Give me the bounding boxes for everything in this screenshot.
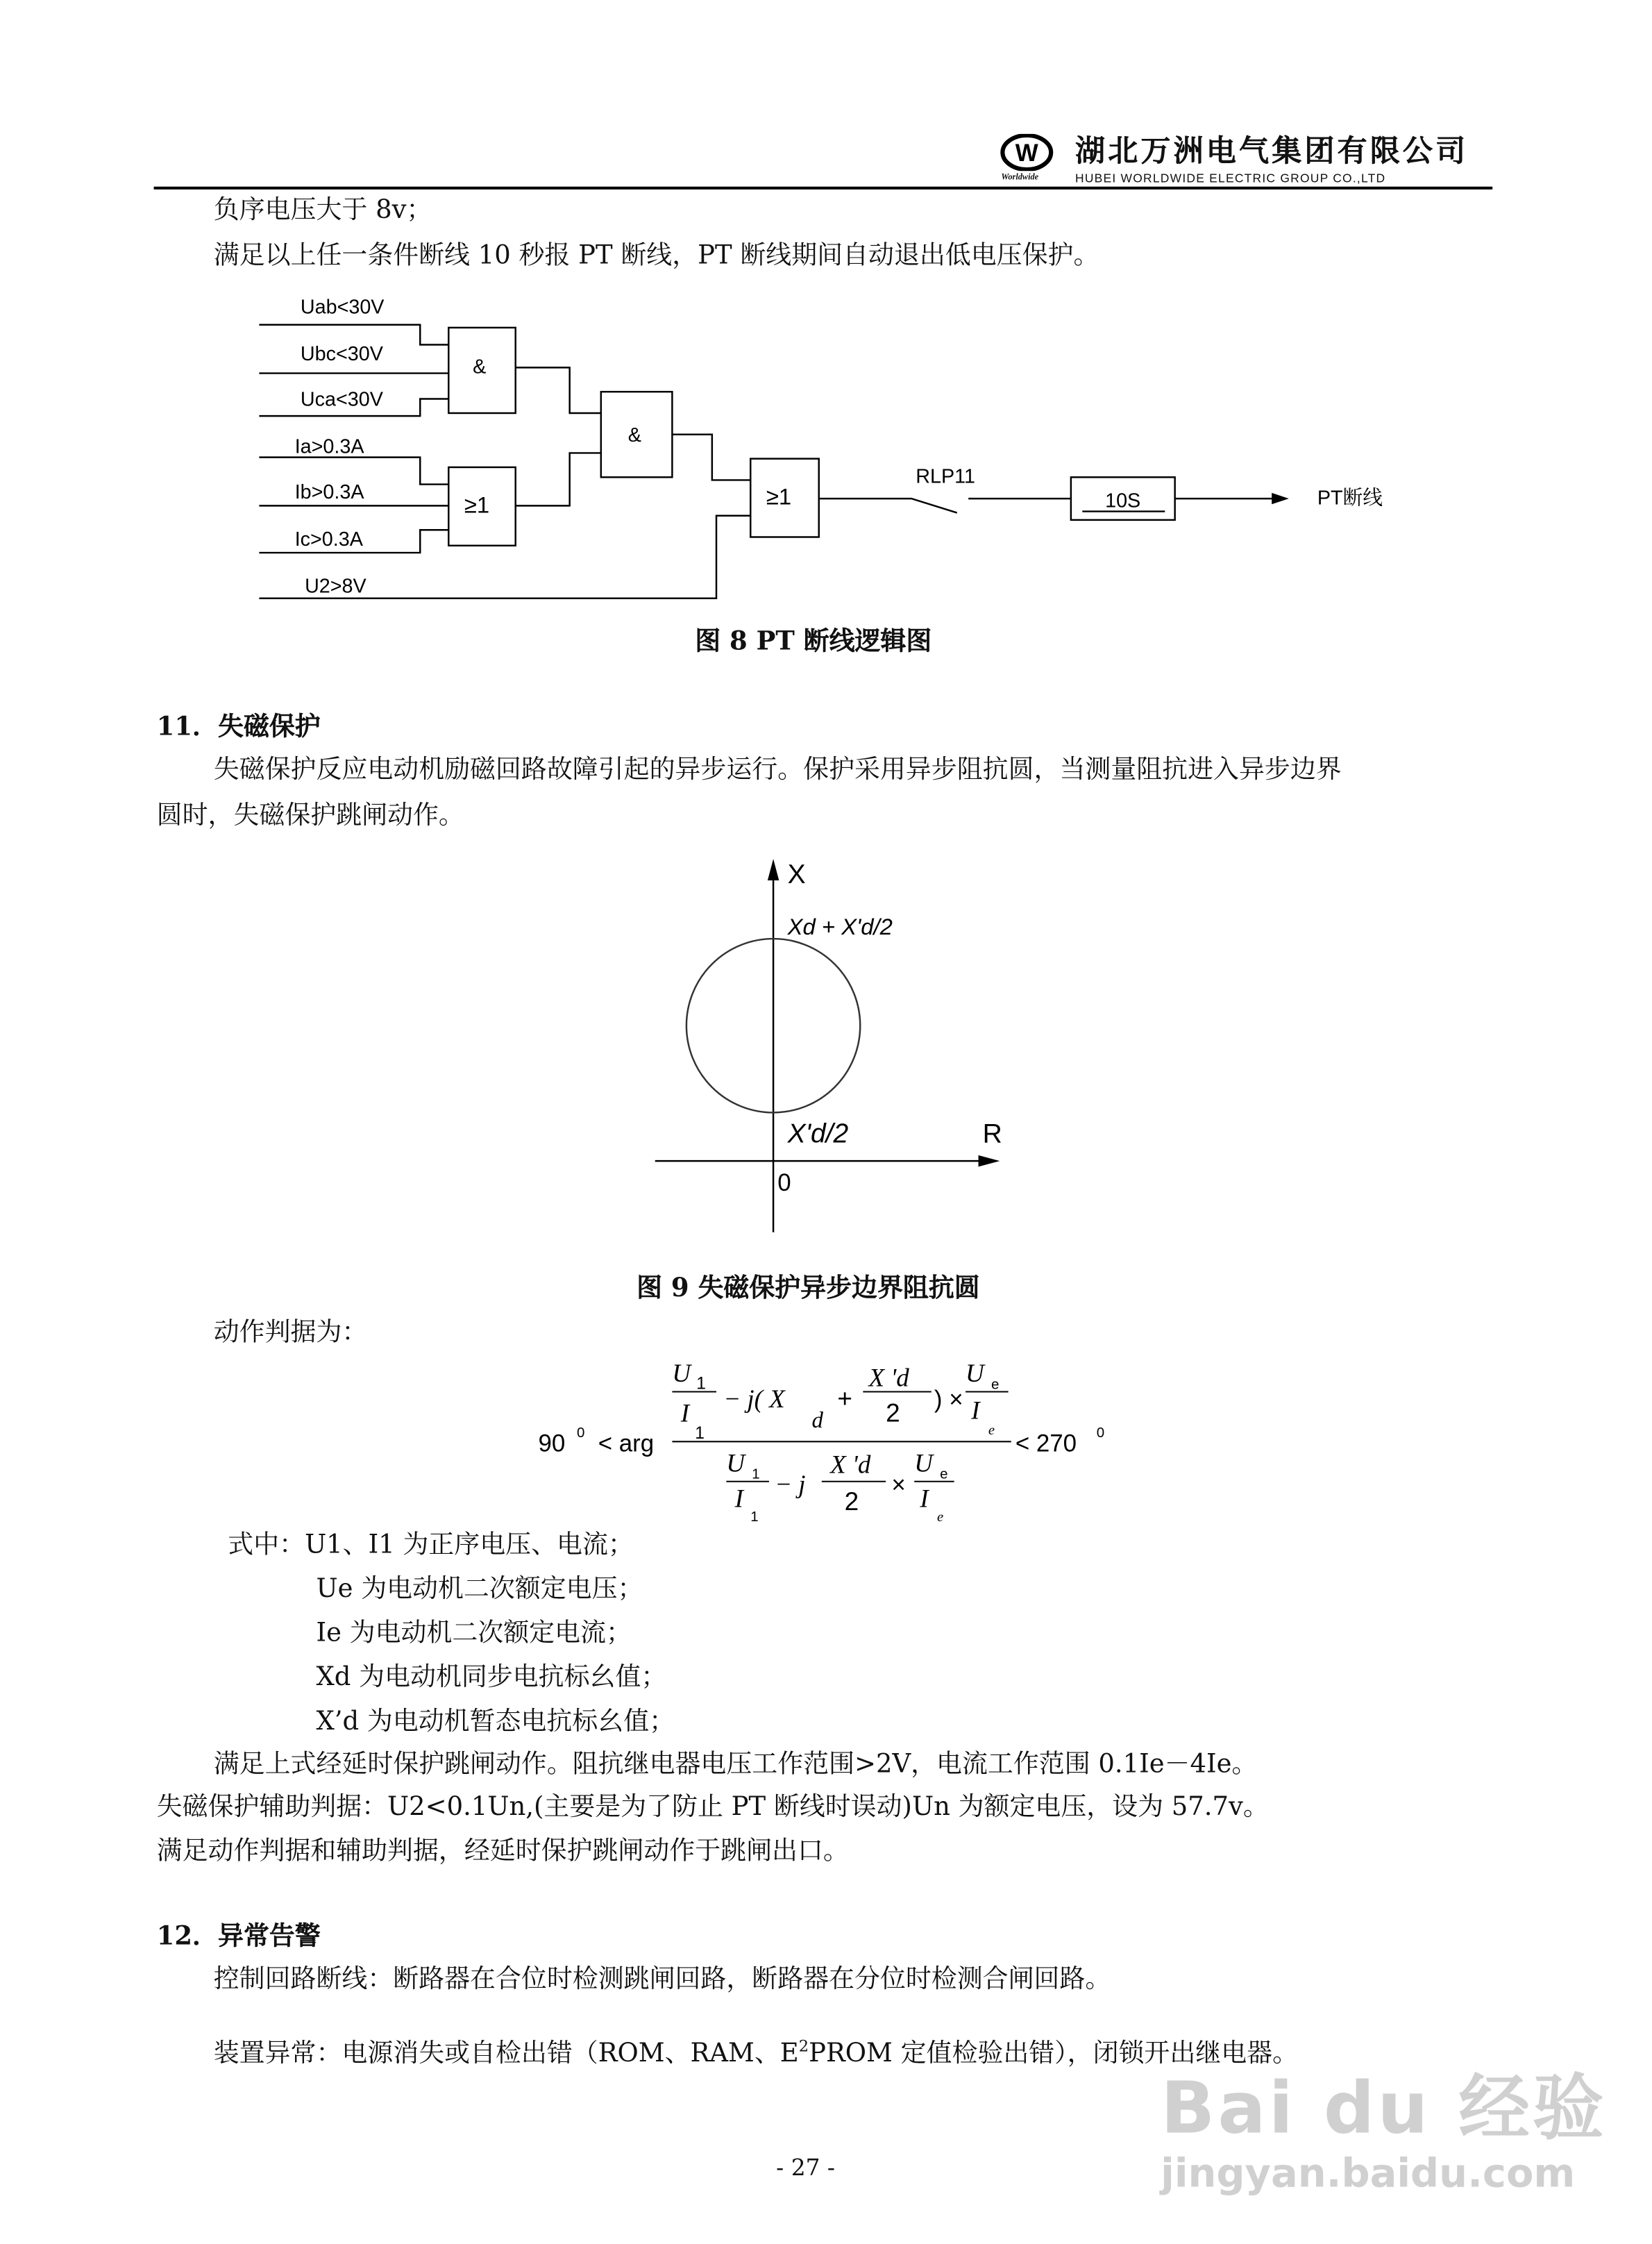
section-11-title: 11．失磁保护: [156, 712, 321, 742]
den-times: ×: [891, 1471, 906, 1499]
den-i-sub: 1: [750, 1509, 759, 1525]
where-line-3: Ie 为电动机二次额定电流；: [316, 1618, 632, 1648]
section-12-line-1: 控制回路断线：断路器在合位时检测跳闸回路，断路器在分位时检测合闸回路。: [213, 1964, 1111, 1995]
or-gate-2-label: ≥1: [766, 483, 792, 510]
company-name-cn: 湖北万洲电气集团有限公司: [1075, 133, 1469, 169]
and-gate-1-label: &: [473, 355, 487, 378]
formula-arg: < arg: [598, 1430, 655, 1457]
den-ie-sub: e: [937, 1509, 944, 1525]
den-middle: − j: [775, 1470, 806, 1499]
axis-r-label: R: [982, 1119, 1002, 1149]
num-i: I: [680, 1398, 690, 1427]
formula-lower-bound: 90: [538, 1430, 566, 1457]
baidu-watermark: [1161, 2068, 1607, 2197]
input-uab: Uab<30V: [300, 296, 385, 319]
input-ia: Ia>0.3A: [294, 435, 364, 458]
criterion-intro: 动作判据为：: [213, 1317, 368, 1348]
den-u-sub: 1: [752, 1466, 760, 1482]
input-ic: Ic>0.3A: [294, 528, 363, 551]
den-two: 2: [844, 1487, 859, 1516]
section-11-para-2: 圆时，失磁保护跳闸动作。: [156, 801, 464, 831]
num-ue: U: [966, 1359, 984, 1388]
watermark-url: jingyan.baidu.com: [1161, 2150, 1576, 2197]
output-label: PT断线: [1317, 487, 1383, 510]
axis-x-label: X: [787, 860, 806, 890]
num-d: d: [811, 1407, 823, 1433]
input-ib: Ib>0.3A: [294, 481, 364, 504]
input-uca: Uca<30V: [300, 388, 383, 411]
num-middle: − j( X: [723, 1384, 785, 1414]
criterion-formula: [0, 1353, 1652, 1531]
svg-text:W: W: [1015, 139, 1038, 167]
switch-label: RLP11: [916, 465, 975, 488]
fig9-caption: 图 9 失磁保护异步边界阻抗圆: [637, 1273, 980, 1304]
section-12-title: 12．异常告警: [156, 1921, 321, 1952]
line2-part-b: PROM 定值检验出错），闭锁开出继电器。: [809, 2038, 1299, 2069]
and-gate-2-label: &: [627, 424, 641, 447]
section-12-line-2: [214, 2033, 1298, 2068]
timer-label: 10S: [1105, 489, 1141, 512]
company-name-en: HUBEI WORLDWIDE ELECTRIC GROUP CO.,LTD: [1075, 171, 1386, 185]
den-ie: I: [920, 1484, 929, 1513]
formula-upper-bound: < 270: [1015, 1430, 1077, 1457]
or-gate-1-label: ≥1: [464, 492, 490, 518]
num-close: ) ×: [934, 1386, 963, 1414]
num-plus: +: [837, 1384, 852, 1414]
den-ue-sub: e: [940, 1466, 948, 1482]
after-line-3: 满足动作判据和辅助判据，经延时保护跳闸动作于跳闸出口。: [156, 1836, 849, 1866]
num-i-sub: 1: [695, 1424, 705, 1443]
intro-line-1: 负序电压大于 8v；: [213, 195, 432, 226]
fig8-caption: 图 8 PT 断线逻辑图: [695, 626, 932, 657]
num-xd-prime: X 'd: [868, 1363, 909, 1392]
pt-break-logic-diagram: [0, 0, 1652, 627]
num-u: U: [672, 1359, 691, 1388]
line2-superscript: 2: [798, 2036, 809, 2056]
num-two: 2: [886, 1398, 900, 1427]
input-ubc: Ubc<30V: [300, 343, 383, 366]
den-ue: U: [914, 1448, 933, 1477]
impedance-circle-diagram: [0, 841, 1652, 1254]
watermark-brand: Bai du 经验: [1161, 2067, 1607, 2150]
after-line-2: 失磁保护辅助判据：U2<0.1Un,(主要是为了防止 PT 断线时误动)Un 为额定电压，设为 57.7v。: [156, 1792, 1269, 1823]
num-ie-sub: e: [988, 1423, 995, 1439]
where-line-2: Ue 为电动机二次额定电压；: [316, 1574, 643, 1605]
origin-label: 0: [777, 1169, 791, 1197]
circle-top-label: Xd + X'd/2: [787, 913, 893, 939]
den-xd-prime: X 'd: [830, 1450, 871, 1479]
circle-bottom-label: X'd/2: [787, 1119, 849, 1149]
after-line-1: 满足上式经延时保护跳闸动作。阻抗继电器电压工作范围>2V，电流工作范围 0.1Ie－4Ie。: [213, 1749, 1258, 1780]
line2-part-a: 装置异常：电源消失或自检出错（ROM、RAM、E: [213, 2038, 799, 2069]
where-line-1: 式中：U1、I1 为正序电压、电流；: [228, 1530, 634, 1560]
section-11-para-1: 失磁保护反应电动机励磁回路故障引起的异步运行。保护采用异步阻抗圆，当测量阻抗进入异步边界: [213, 755, 1342, 785]
input-u2: U2>8V: [305, 575, 366, 598]
den-i: I: [734, 1484, 743, 1513]
intro-line-2: 满足以上任一条件断线 10 秒报 PT 断线，PT 断线期间自动退出低电压保护。: [213, 240, 1099, 271]
where-line-5: X’d 为电动机暂态电抗标幺值；: [316, 1706, 675, 1737]
where-line-4: Xd 为电动机同步电抗标幺值；: [316, 1662, 667, 1693]
num-ie: I: [971, 1396, 980, 1425]
num-ue-sub: e: [991, 1376, 1000, 1393]
formula-degree: 0: [576, 1425, 585, 1441]
den-u: U: [726, 1448, 745, 1477]
num-u-sub: 1: [696, 1374, 706, 1393]
logo-text: Worldwide: [1001, 174, 1039, 183]
formula-degree-2: 0: [1096, 1425, 1105, 1441]
page-number: - 27 -: [776, 2154, 836, 2182]
